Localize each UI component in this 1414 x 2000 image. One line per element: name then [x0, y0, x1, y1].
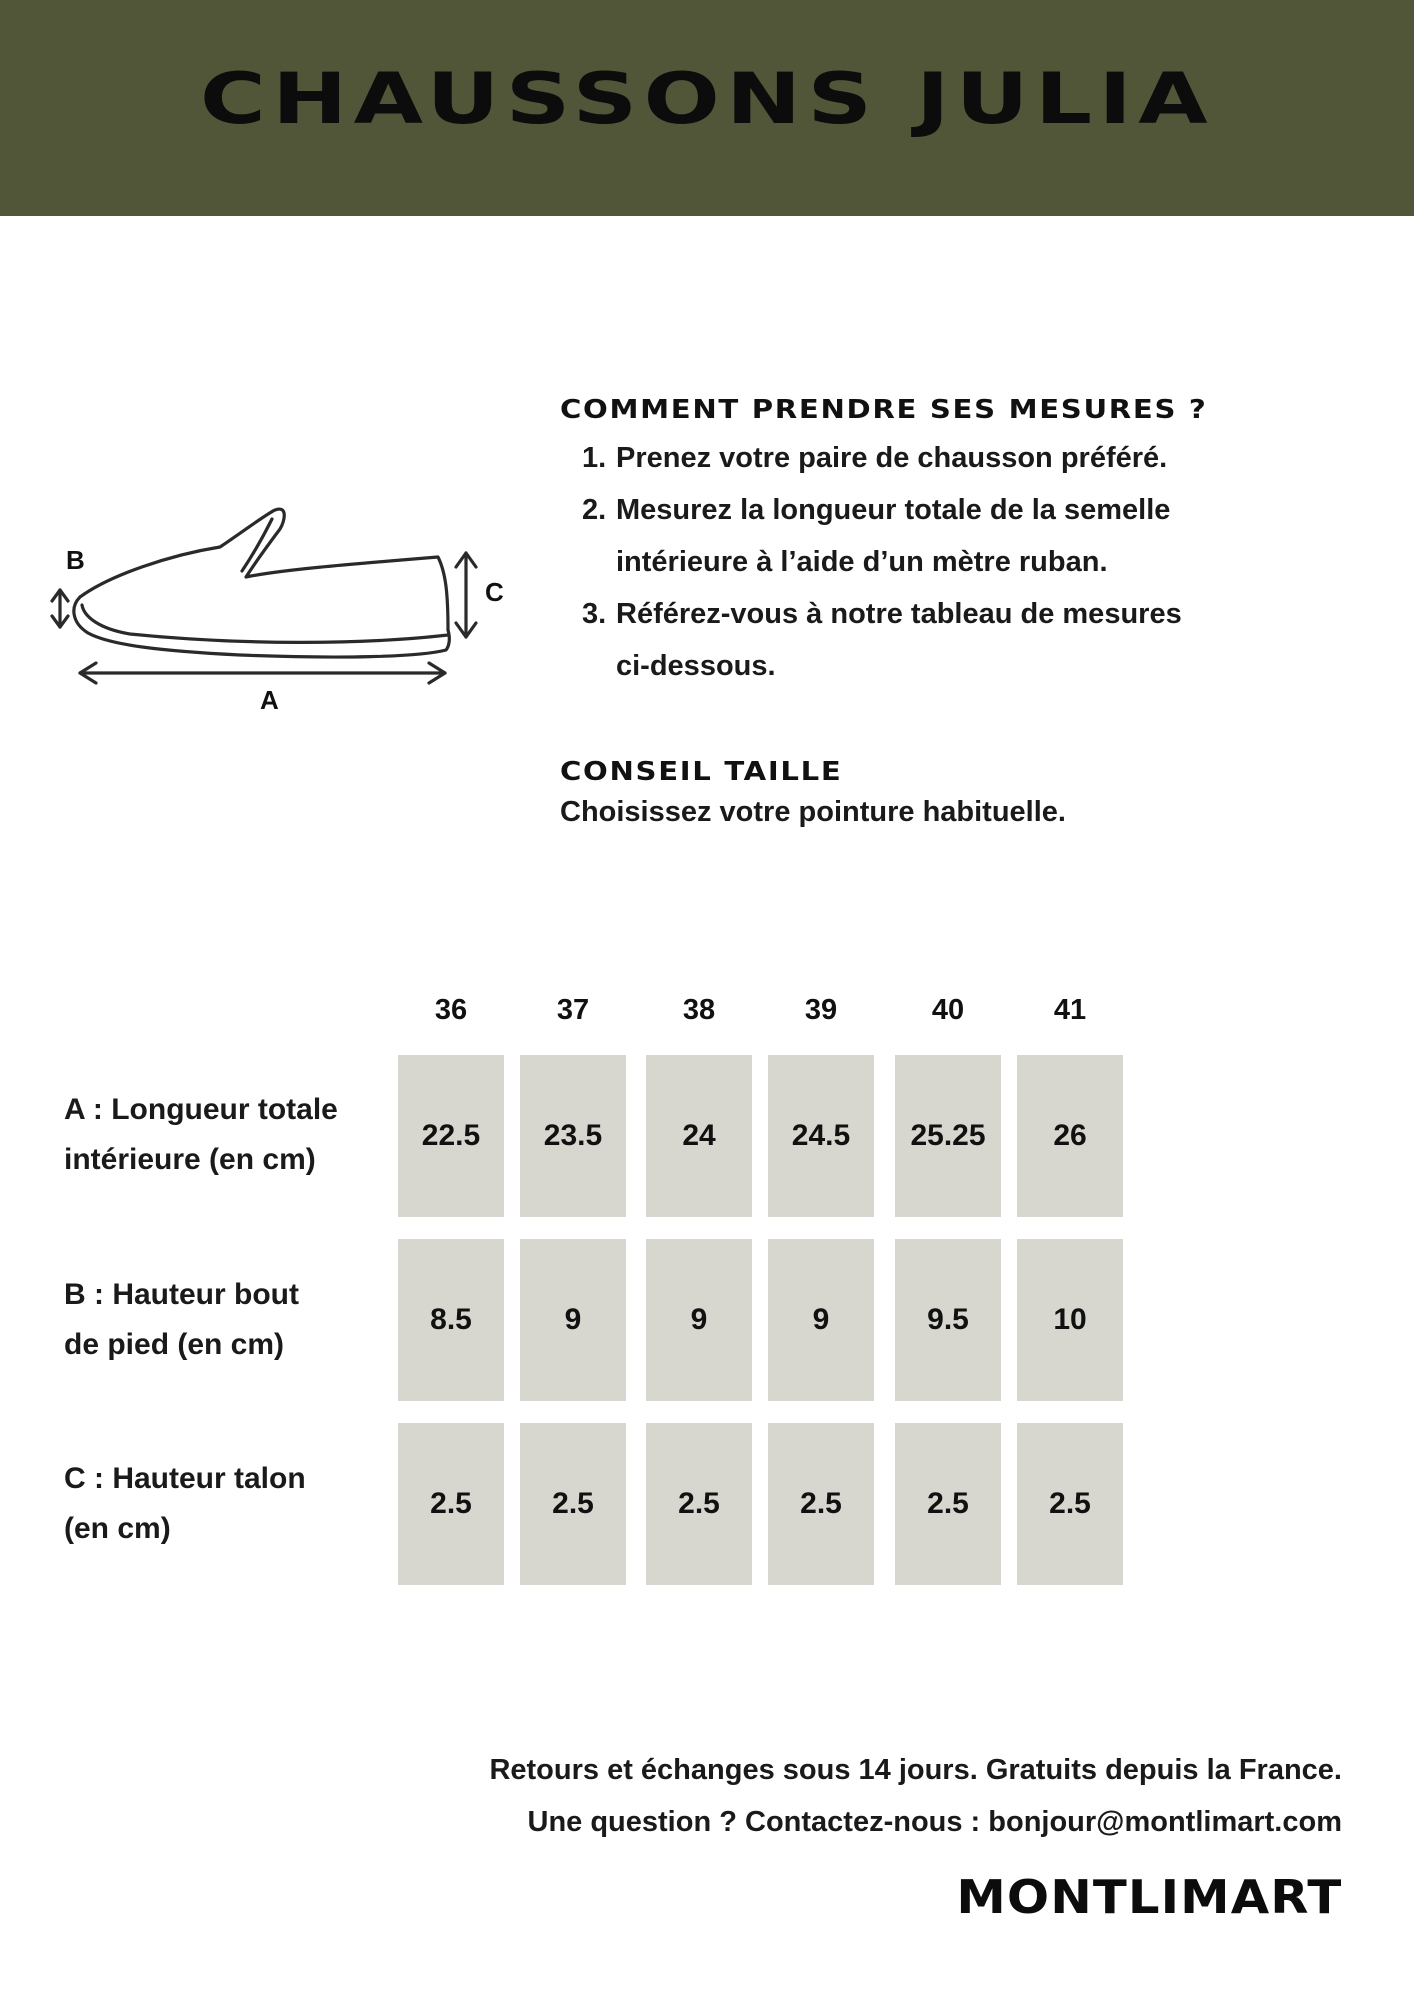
step-text: ci-dessous. [616, 650, 776, 682]
diagram-label-b: B [66, 545, 85, 575]
table-cell: 23.5 [520, 1055, 626, 1217]
diagram-label-c: C [485, 577, 504, 607]
table-cell: 9 [768, 1239, 874, 1401]
table-cell: 26 [1017, 1055, 1123, 1217]
step-number: 2. [582, 494, 607, 526]
brand-logo: MONTLIMART [956, 1870, 1342, 1924]
step-item [560, 432, 1320, 484]
step-item [560, 588, 1320, 692]
size-header-41: 41 [1053, 994, 1087, 1026]
table-cell: 2.5 [768, 1423, 874, 1585]
page-title: CHAUSSONS JULIA [200, 58, 1214, 140]
step-text: Mesurez la longueur totale de la semelle [616, 494, 1171, 526]
table-cell: 8.5 [398, 1239, 504, 1401]
size-advice-text: Choisissez votre pointure habituelle. [560, 796, 1066, 828]
table-cell: 2.5 [1017, 1423, 1123, 1585]
size-header-38: 38 [682, 994, 716, 1026]
size-header-37: 37 [556, 994, 590, 1026]
table-cell: 25.25 [895, 1055, 1001, 1217]
table-cell: 9 [520, 1239, 626, 1401]
step-text: Référez-vous à notre tableau de mesures [616, 598, 1182, 630]
table-cell: 2.5 [895, 1423, 1001, 1585]
instructions-list [560, 432, 1320, 692]
step-text: Prenez votre paire de chausson préféré. [616, 442, 1168, 474]
table-cell: 9 [646, 1239, 752, 1401]
step-item [560, 484, 1320, 588]
size-advice-heading: CONSEIL TAILLE [560, 757, 843, 787]
contact-note: Une question ? Contactez-nous : bonjour@montlimart.com [527, 1806, 1342, 1838]
step-text: intérieure à l’aide d’un mètre ruban. [616, 546, 1108, 578]
instructions-heading: COMMENT PRENDRE SES MESURES ? [560, 395, 1208, 425]
table-cell: 9.5 [895, 1239, 1001, 1401]
slipper-diagram [40, 495, 520, 735]
table-cell: 24 [646, 1055, 752, 1217]
row-label-b: B : Hauteur bout de pied (en cm) [64, 1278, 299, 1361]
table-cell: 10 [1017, 1239, 1123, 1401]
table-cell: 2.5 [398, 1423, 504, 1585]
size-header-40: 40 [931, 994, 965, 1026]
returns-note: Retours et échanges sous 14 jours. Gratuits depuis la France. [489, 1754, 1342, 1786]
slipper-measurement-icon [40, 495, 520, 735]
diagram-label-a: A [260, 685, 279, 715]
row-label-c: C : Hauteur talon (en cm) [64, 1462, 306, 1545]
row-label-a: A : Longueur totale intérieure (en cm) [64, 1093, 338, 1176]
size-header-39: 39 [804, 994, 838, 1026]
table-cell: 24.5 [768, 1055, 874, 1217]
table-cell: 2.5 [646, 1423, 752, 1585]
table-cell: 22.5 [398, 1055, 504, 1217]
step-number: 3. [582, 598, 607, 630]
step-number: 1. [582, 442, 607, 474]
size-header-36: 36 [434, 994, 468, 1026]
table-cell: 2.5 [520, 1423, 626, 1585]
